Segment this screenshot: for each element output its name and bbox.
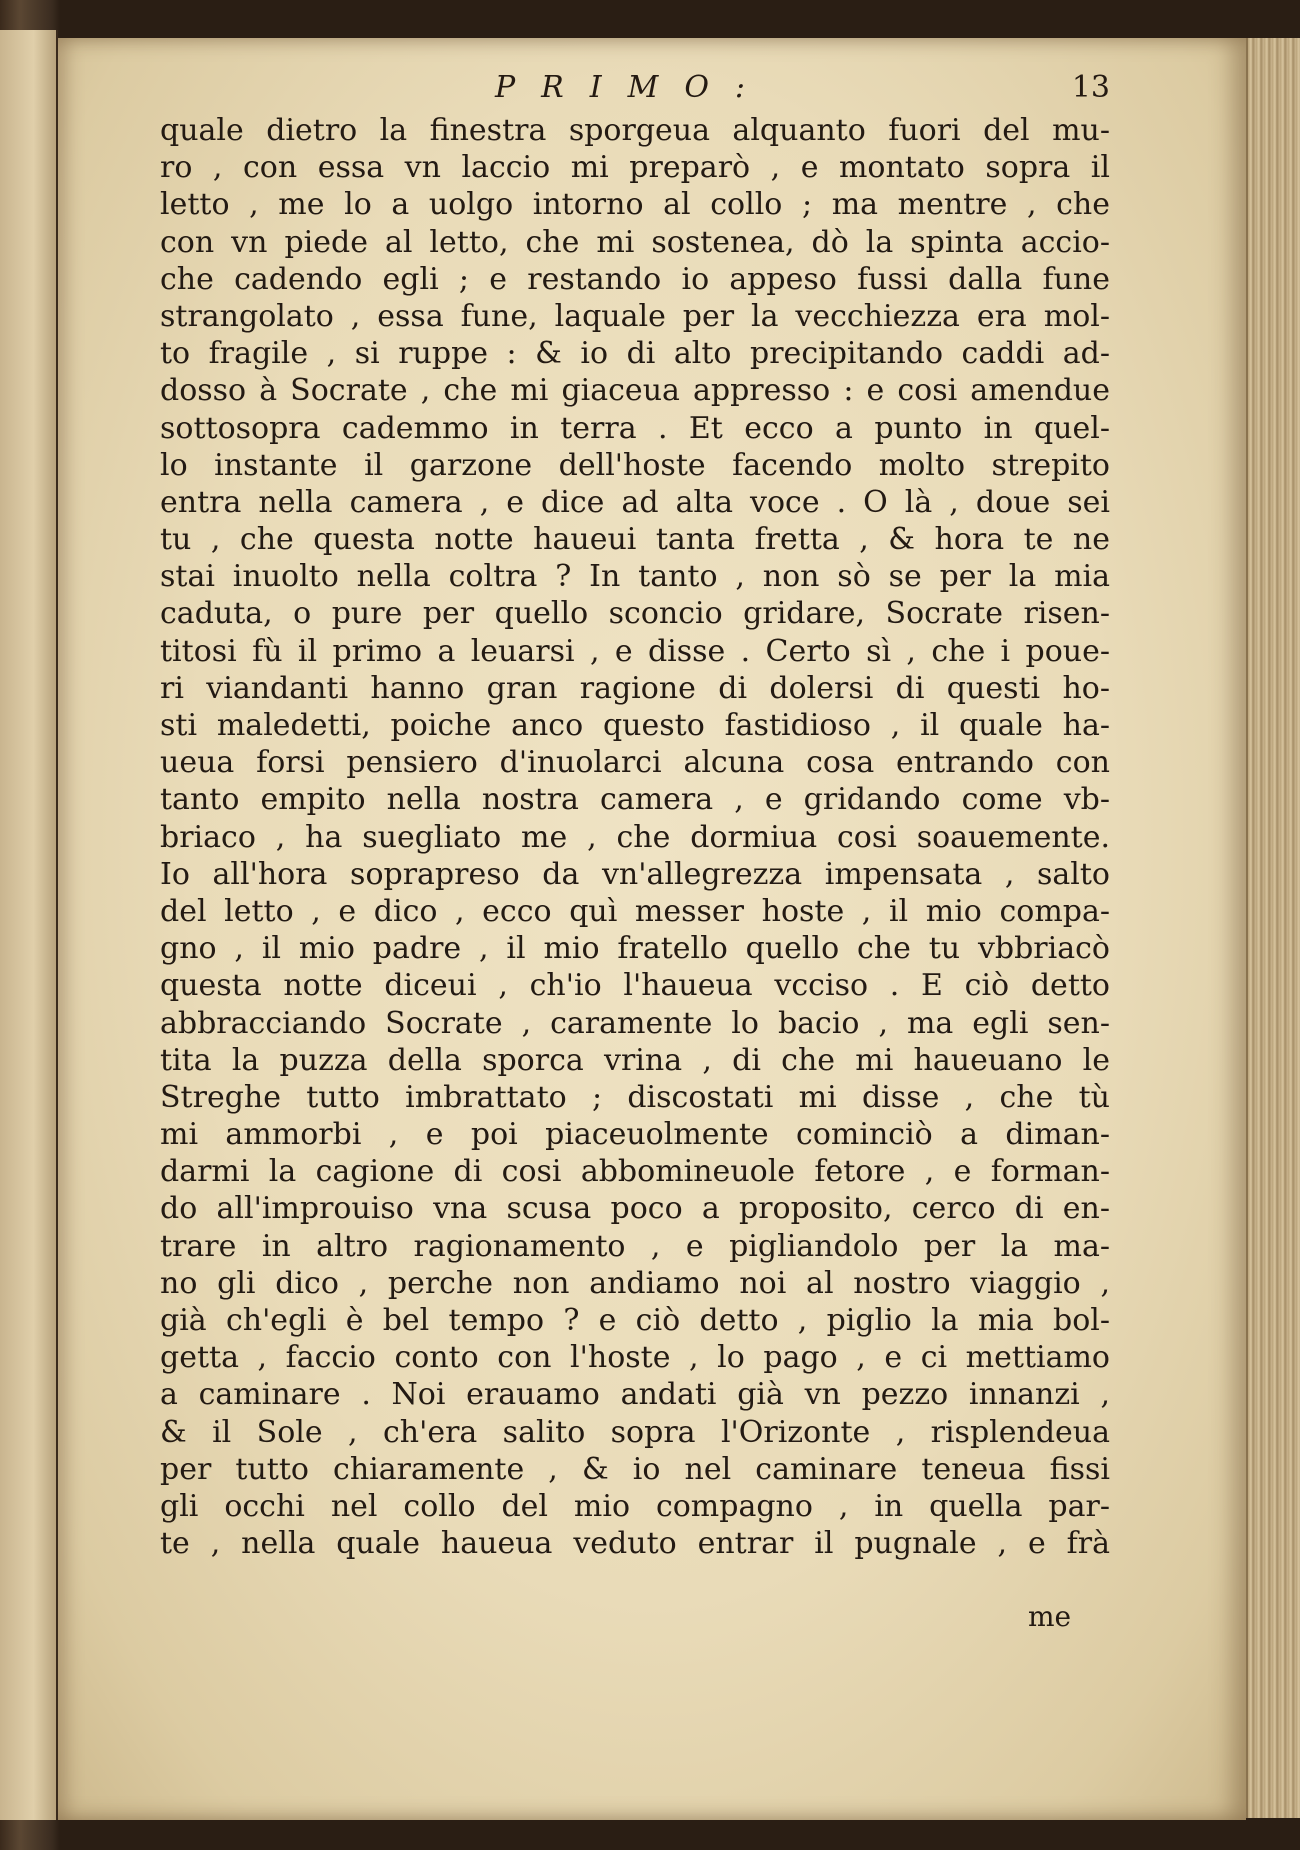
text-line: lo instante il garzone dell'hoste facendo molto strepito <box>160 447 1110 483</box>
text-line: abbracciando Socrate , caramente lo bacio , ma egli sen- <box>160 1005 1110 1041</box>
text-line: ueua forsi pensiero d'inuolarci alcuna cosa entrando con <box>160 745 1110 781</box>
text-line: te , nella quale haueua veduto entrar il pugnale , e frà <box>160 1526 1110 1562</box>
text-line: caduta, o pure per quello sconcio gridare, Socrate risen- <box>160 596 1110 632</box>
catchword: me <box>1028 1600 1072 1633</box>
text-line: dosso à Socrate , che mi giaceua appresso : e cosi amendue <box>160 373 1110 409</box>
running-head: PRIMO: <box>495 70 772 105</box>
text-line: quale dietro la finestra sporgeua alquanto fuori del mu- <box>160 113 1110 148</box>
text-line: no gli dico , perche non andiamo noi al nostro viaggio , <box>160 1265 1110 1301</box>
text-line: gli occhi nel collo del mio compagno , in quella par- <box>160 1488 1110 1524</box>
text-line: entra nella camera , e dice ad alta voce . O là , doue sei <box>160 484 1110 520</box>
page-header <box>160 70 1110 118</box>
text-line: letto , me lo a uolgo intorno al collo ; ma mentre , che <box>160 187 1110 223</box>
text-line: darmi la cagione di cosi abbomineuole fetore , e forman- <box>160 1154 1110 1190</box>
text-line: titosi fù il primo a leuarsi , e disse . Certo sì , che i poue- <box>160 633 1110 669</box>
text-line: getta , faccio conto con l'hoste , lo pago , e ci mettiamo <box>160 1340 1110 1376</box>
text-line: strangolato , essa fune, laquale per la vecchiezza era mol- <box>160 298 1110 334</box>
text-line: Streghe tutto imbrattato ; discostati mi disse , che tù <box>160 1079 1110 1115</box>
text-line: ro , con essa vn laccio mi preparò , e montato sopra il <box>160 150 1110 186</box>
text-line: tita la puzza della sporca vrina , di che mi haueuano le <box>160 1042 1110 1078</box>
text-line: già ch'egli è bel tempo ? e ciò detto , piglio la mia bol- <box>160 1303 1110 1338</box>
text-line: mi ammorbi , e poi piaceuolmente cominciò a diman- <box>160 1117 1110 1153</box>
text-line: tu , che questa notte haueui tanta fretta , & hora te ne <box>160 522 1110 558</box>
text-line: ri viandanti hanno gran ragione di dolersi di questi ho- <box>160 670 1110 706</box>
text-line: del letto , e dico , ecco quì messer hoste , il mio compa- <box>160 893 1110 929</box>
text-line: con vn piede al letto, che mi sostenea, dò la spinta accio- <box>160 224 1110 260</box>
text-line: che cadendo egli ; e restando io appeso fussi dalla fune <box>160 261 1110 297</box>
text-line: questa notte diceui , ch'io l'haueua vcciso . E ciò detto <box>160 968 1110 1004</box>
text-line: per tutto chiaramente , & io nel caminare teneua fissi <box>160 1451 1110 1487</box>
text-line: to fragile , si ruppe : & io di alto precipitando caddi ad- <box>160 336 1110 372</box>
text-block <box>160 112 1110 1562</box>
text-line: do all'improuiso vna scusa poco a proposito, cerco di en- <box>160 1191 1110 1227</box>
page-number: 13 <box>1071 70 1110 105</box>
text-line: & il Sole , ch'era salito sopra l'Orizonte , risplendeua <box>160 1414 1110 1450</box>
text-line: sottosopra cademmo in terra . Et ecco a punto in quel- <box>160 410 1110 446</box>
text-line: sti maledetti, poiche anco questo fastidioso , il quale ha- <box>160 708 1110 743</box>
text-line: a caminare . Noi erauamo andati già vn pezzo innanzi , <box>160 1377 1110 1413</box>
text-line: trare in altro ragionamento , e pigliandolo per la ma- <box>160 1228 1110 1264</box>
facing-page-edge <box>0 30 58 1820</box>
text-line: Io all'hora soprapreso da vn'allegrezza impensata , salto <box>160 856 1110 892</box>
text-line: briaco , ha suegliato me , che dormiua cosi soauemente. <box>160 819 1110 855</box>
text-line: tanto empito nella nostra camera , e gridando come vb- <box>160 782 1110 818</box>
page-edges <box>1246 38 1300 1818</box>
text-line: stai inuolto nella coltra ? In tanto , non sò se per la mia <box>160 559 1110 595</box>
text-line: gno , il mio padre , il mio fratello quello che tu vbbriacò <box>160 931 1110 967</box>
